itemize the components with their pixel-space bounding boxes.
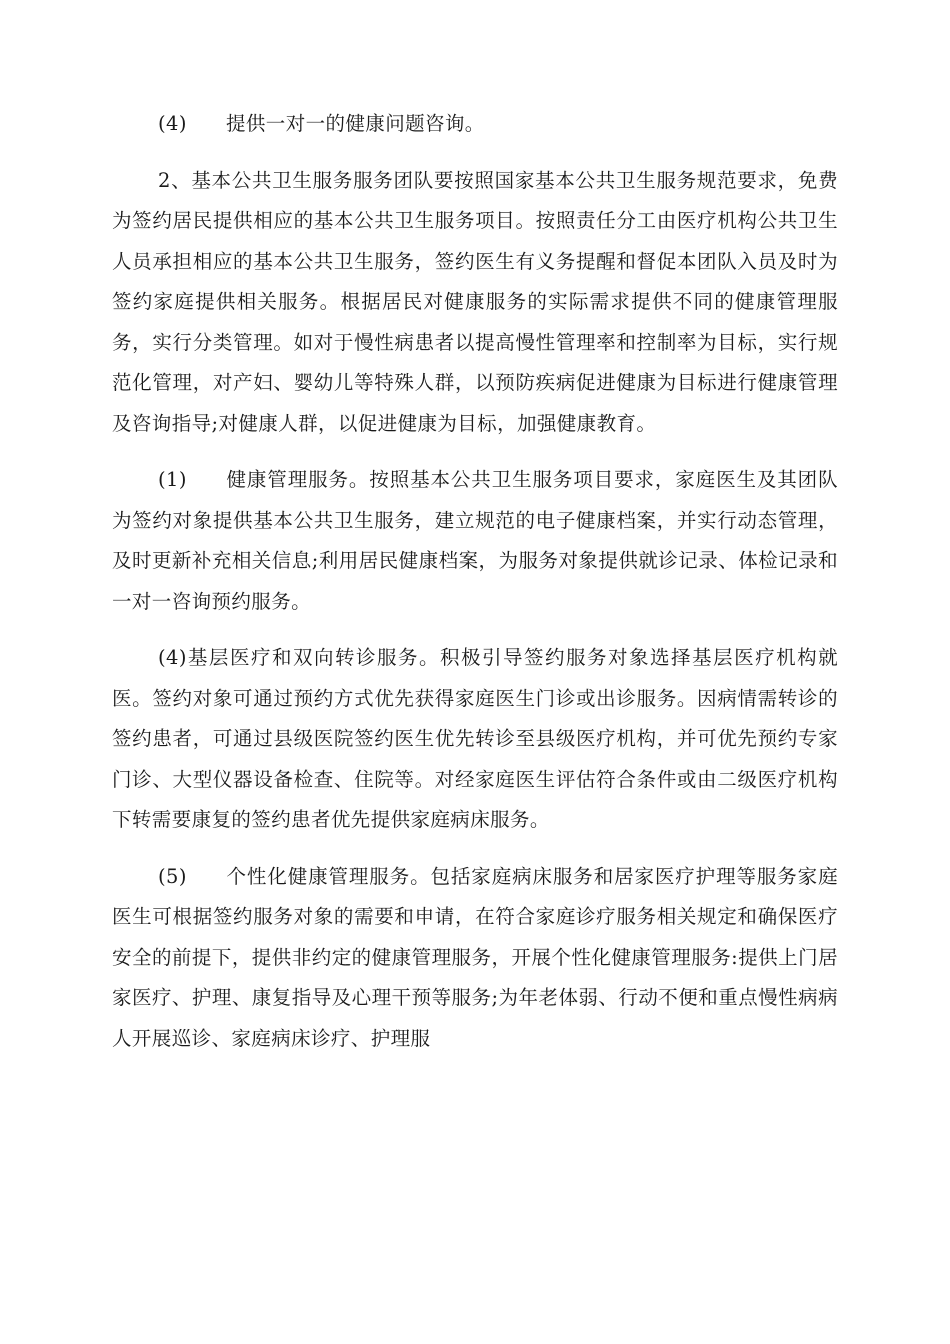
- paragraph-item-5-personalized: [112, 857, 838, 1060]
- paragraph-text: (4)基层医疗和双向转诊服务。积极引导签约服务对象选择基层医疗机构就医。签约对象可通过预约方式优先获得家庭医生门诊或出诊服务。因病情需转诊的签约患者，可通过县级医院签约医生优先转诊至县级医疗机构，并可优先预约专家门诊、大型仪器设备检查、住院等。对经家庭医生评估符合条件或由二级医疗机构下转需要康复的签约患者优先提供家庭病床服务。: [112, 646, 838, 831]
- list-marker: (4): [158, 112, 187, 135]
- document-body: [112, 104, 838, 1059]
- paragraph-text: 健康管理服务。按照基本公共卫生服务项目要求，家庭医生及其团队为签约对象提供基本公共卫生服务，建立规范的电子健康档案，并实行动态管理，及时更新补充相关信息;利用居民健康档案，为服务对象提供就诊记录、体检记录和一对一咨询预约服务。: [112, 468, 838, 613]
- paragraph-text: 2、基本公共卫生服务服务团队要按照国家基本公共卫生服务规范要求，免费为签约居民提供相应的基本公共卫生服务项目。按照责任分工由医疗机构公共卫生人员承担相应的基本公共卫生服务，签约医生有义务提醒和督促本团队入员及时为签约家庭提供相关服务。根据居民对健康服务的实际需求提供不同的健康管理服务，实行分类管理。如对于慢性病患者以提高慢性管理率和控制率为目标，实行规范化管理，对产妇、婴幼儿等特殊人群，以预防疾病促进健康为目标进行健康管理及咨询指导;对健康人群，以促进健康为目标，加强健康教育。: [112, 168, 838, 435]
- paragraph-text: 个性化健康管理服务。包括家庭病床服务和居家医疗护理等服务家庭医生可根据签约服务对象的需要和申请，在符合家庭诊疗服务相关规定和确保医疗安全的前提下，提供非约定的健康管理服务，开展个性化健康管理服务:提供上门居家医疗、护理、康复指导及心理干预等服务;为年老体弱、行动不便和重点慢性病病人开展巡诊、家庭病床诊疗、护理服: [112, 864, 838, 1050]
- list-marker: (5): [158, 864, 187, 888]
- paragraph-item-1-health-management: [112, 460, 838, 622]
- paragraph-item-4-consultation: [112, 104, 838, 145]
- list-marker: (1): [158, 468, 187, 491]
- paragraph-text: 提供一对一的健康问题咨询。: [226, 112, 485, 135]
- paragraph-item-4-referral: [112, 638, 838, 841]
- paragraph-basic-public-health: [112, 161, 838, 445]
